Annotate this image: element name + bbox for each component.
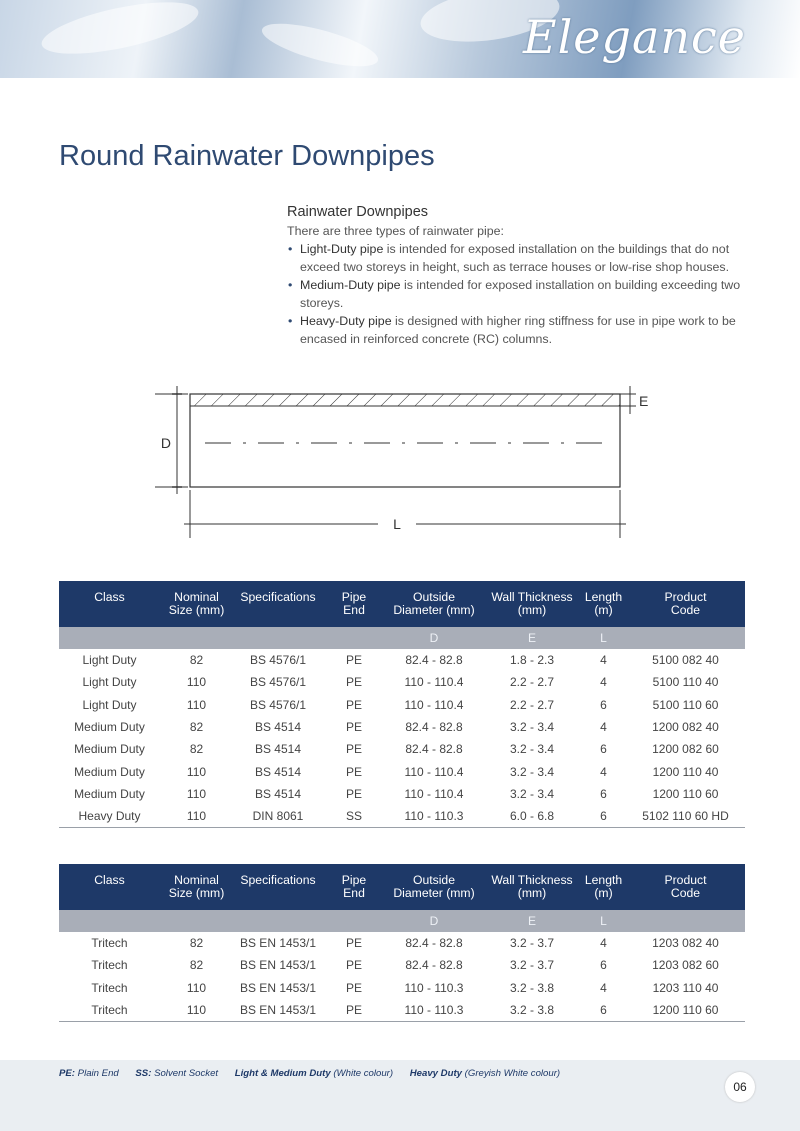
tritech-spec-table bbox=[59, 864, 745, 1022]
table-cell: Medium Duty bbox=[74, 742, 145, 757]
list-item bbox=[300, 240, 747, 276]
table-cell: 4 bbox=[600, 653, 607, 668]
table-cell: 1200 110 40 bbox=[652, 764, 719, 779]
table-cell: 1200 082 40 bbox=[652, 720, 719, 735]
table-cell: Medium Duty bbox=[74, 786, 145, 801]
legend-key-ss: SS: bbox=[135, 1068, 152, 1079]
table-cell: Tritech bbox=[91, 936, 128, 951]
abbreviation-legend bbox=[59, 1068, 560, 1079]
table-cell: 82 bbox=[189, 653, 204, 668]
table-row bbox=[59, 738, 745, 760]
col-header-wall-thickness: Wall Thickness (mm) bbox=[483, 581, 581, 627]
table-row bbox=[59, 977, 745, 999]
table-cell: 6 bbox=[581, 805, 626, 828]
table-cell: 4 bbox=[600, 936, 607, 951]
table-cell: 110 bbox=[186, 697, 207, 712]
subheader-d: D bbox=[385, 910, 483, 932]
table-cell: 1.8 - 2.3 bbox=[509, 653, 555, 668]
table-cell: BS EN 1453/1 bbox=[239, 958, 317, 973]
table-cell: 6 bbox=[581, 999, 626, 1022]
table-row bbox=[59, 783, 745, 805]
table-cell: 82.4 - 82.8 bbox=[405, 720, 463, 735]
page-number: 06 bbox=[725, 1072, 755, 1102]
table-cell: 110 bbox=[186, 980, 207, 995]
table-cell: 82.4 - 82.8 bbox=[405, 742, 463, 757]
col-header-wall-thickness: Wall Thickness (mm) bbox=[483, 864, 581, 910]
label-l: L bbox=[393, 516, 401, 532]
table-cell: 4 bbox=[600, 675, 607, 690]
col-header-outside-diameter: Outside Diameter (mm) bbox=[385, 864, 483, 910]
subheader-l: L bbox=[581, 910, 626, 932]
table-cell: 5102 110 60 HD bbox=[626, 805, 745, 828]
col-header-specifications: Specifications bbox=[233, 581, 323, 627]
table-cell: 82.4 - 82.8 bbox=[405, 653, 463, 668]
legend-value-light-medium: (White colour) bbox=[330, 1068, 394, 1079]
subheader-l: L bbox=[581, 627, 626, 649]
table-cell: 5100 110 40 bbox=[652, 675, 719, 690]
table-cell: PE bbox=[345, 675, 362, 690]
table-cell: 3.2 - 3.4 bbox=[509, 786, 555, 801]
table-row bbox=[59, 999, 745, 1022]
table-row bbox=[59, 932, 745, 954]
table-cell: 110 - 110.4 bbox=[404, 697, 464, 712]
table-cell: 110 bbox=[160, 805, 233, 828]
table-cell: DIN 8061 bbox=[233, 805, 323, 828]
table-cell: PE bbox=[345, 653, 362, 668]
table-cell: 3.2 - 3.4 bbox=[509, 720, 555, 735]
label-e: E bbox=[639, 393, 649, 409]
table-cell: 6 bbox=[600, 742, 607, 757]
table-cell: 2.2 - 2.7 bbox=[509, 675, 555, 690]
bullet-term: Heavy-Duty pipe bbox=[300, 314, 392, 328]
table-cell: PE bbox=[345, 742, 362, 757]
table-cell: 82 bbox=[189, 958, 204, 973]
col-header-length: Length (m) bbox=[581, 864, 626, 910]
table-cell: Tritech bbox=[59, 999, 160, 1022]
table-cell: BS 4576/1 bbox=[249, 697, 307, 712]
table-cell: Light Duty bbox=[82, 675, 137, 690]
table-cell: 3.2 - 3.8 bbox=[509, 980, 555, 995]
table-cell: Heavy Duty bbox=[59, 805, 160, 828]
table-cell: 4 bbox=[600, 980, 607, 995]
table-header-row bbox=[59, 581, 745, 627]
table-cell: 110 - 110.3 bbox=[404, 980, 464, 995]
page-footer bbox=[0, 1060, 800, 1131]
table-cell: BS 4514 bbox=[254, 786, 302, 801]
legend-value-pe: Plain End bbox=[75, 1068, 119, 1079]
table-row bbox=[59, 671, 745, 693]
pipe-outline bbox=[190, 394, 620, 487]
subheader-e: E bbox=[483, 910, 581, 932]
table-cell: 6 bbox=[600, 786, 607, 801]
table-cell: 1200 110 60 bbox=[652, 786, 719, 801]
table-cell: 4 bbox=[600, 720, 607, 735]
table-row bbox=[59, 694, 745, 716]
legend-key-pe: PE: bbox=[59, 1068, 75, 1079]
list-item bbox=[300, 276, 747, 312]
table-cell: Tritech bbox=[91, 958, 128, 973]
table-cell: Medium Duty bbox=[74, 764, 145, 779]
downpipe-spec-table bbox=[59, 581, 745, 828]
table-cell: SS bbox=[323, 805, 385, 828]
length-dimension bbox=[184, 490, 626, 538]
table-cell: 1203 110 40 bbox=[652, 980, 719, 995]
table-cell: Medium Duty bbox=[74, 720, 145, 735]
table-cell: BS 4576/1 bbox=[249, 675, 307, 690]
table-cell: 110 - 110.4 bbox=[404, 786, 464, 801]
table-cell: 3.2 - 3.4 bbox=[509, 764, 555, 779]
subheader-e: E bbox=[483, 627, 581, 649]
col-header-class: Class bbox=[59, 864, 160, 910]
bullet-term: Light-Duty pipe bbox=[300, 242, 384, 256]
table-cell: 4 bbox=[600, 764, 607, 779]
col-header-nominal-size: Nominal Size (mm) bbox=[160, 864, 233, 910]
table-cell: 110 bbox=[186, 786, 207, 801]
legend-value-heavy: (Greyish White colour) bbox=[462, 1068, 561, 1079]
subheader-d: D bbox=[385, 627, 483, 649]
col-header-pipe-end: Pipe End bbox=[323, 581, 385, 627]
col-header-product-code: Product Code bbox=[626, 864, 745, 910]
table-cell: 5100 110 60 bbox=[652, 697, 719, 712]
table-cell: 110 bbox=[160, 999, 233, 1022]
table-row bbox=[59, 760, 745, 782]
pipe-type-list bbox=[287, 240, 747, 348]
table-cell: BS 4514 bbox=[254, 720, 302, 735]
table-cell: BS 4514 bbox=[254, 742, 302, 757]
table-cell: 82 bbox=[189, 742, 204, 757]
bullet-text: is designed with higher ring stiffness for use in pipe work to be encased in reinforced concrete (RC) columns. bbox=[300, 314, 736, 346]
table-cell: 110 - 110.4 bbox=[404, 675, 464, 690]
table-cell: 110 - 110.3 bbox=[385, 999, 483, 1022]
table-cell: 1203 082 40 bbox=[652, 936, 719, 951]
col-header-class: Class bbox=[59, 581, 160, 627]
table-cell: BS 4576/1 bbox=[249, 653, 307, 668]
list-item bbox=[300, 312, 747, 348]
table-cell: 3.2 - 3.8 bbox=[483, 999, 581, 1022]
intro-heading: Rainwater Downpipes bbox=[287, 204, 429, 220]
bullet-text: is intended for exposed installation on the buildings that do not exceed two storeys in height, such as terrace houses or low-rise shop houses. bbox=[300, 242, 730, 274]
col-header-product-code: Product Code bbox=[626, 581, 745, 627]
table-cell: PE bbox=[345, 697, 362, 712]
table-cell: Light Duty bbox=[82, 653, 137, 668]
table-cell: 110 bbox=[186, 764, 207, 779]
table-cell: 6.0 - 6.8 bbox=[483, 805, 581, 828]
table-cell: 82.4 - 82.8 bbox=[405, 936, 463, 951]
col-header-nominal-size: Nominal Size (mm) bbox=[160, 581, 233, 627]
pipe-dimension-diagram bbox=[150, 382, 670, 547]
table-cell: 110 - 110.4 bbox=[404, 764, 464, 779]
label-d: D bbox=[160, 435, 171, 451]
table-subheader-row bbox=[59, 910, 745, 932]
table-cell: PE bbox=[345, 720, 362, 735]
water-splash-decoration bbox=[258, 15, 382, 75]
water-splash-decoration bbox=[38, 0, 203, 64]
diameter-dimension bbox=[155, 386, 188, 494]
page-title: Round Rainwater Downpipes bbox=[59, 140, 435, 172]
bullet-text: is intended for exposed installation on building exceeding two storeys. bbox=[300, 278, 741, 310]
table-cell: 82.4 - 82.8 bbox=[405, 958, 463, 973]
table-cell: 6 bbox=[600, 958, 607, 973]
table-cell: 110 bbox=[186, 675, 207, 690]
table-cell: BS EN 1453/1 bbox=[239, 936, 317, 951]
table-cell: PE bbox=[345, 786, 362, 801]
table-row bbox=[59, 805, 745, 828]
table-cell: 1203 082 60 bbox=[652, 958, 719, 973]
table-header-row bbox=[59, 864, 745, 910]
intro-section bbox=[287, 203, 747, 348]
table-cell: 5100 082 40 bbox=[652, 653, 719, 668]
table-cell: 82 bbox=[189, 936, 204, 951]
col-header-pipe-end: Pipe End bbox=[323, 864, 385, 910]
legend-value-ss: Solvent Socket bbox=[151, 1068, 219, 1079]
table-cell: PE bbox=[323, 999, 385, 1022]
intro-lead: There are three types of rainwater pipe: bbox=[287, 224, 504, 238]
table-cell: BS EN 1453/1 bbox=[233, 999, 323, 1022]
table-subheader-row bbox=[59, 627, 745, 649]
legend-key-heavy: Heavy Duty bbox=[409, 1068, 462, 1079]
wall-thickness-dimension bbox=[620, 386, 648, 414]
col-header-outside-diameter: Outside Diameter (mm) bbox=[385, 581, 483, 627]
table-cell: 3.2 - 3.4 bbox=[509, 742, 555, 757]
table-cell: Tritech bbox=[91, 980, 128, 995]
col-header-specifications: Specifications bbox=[233, 864, 323, 910]
table-cell: PE bbox=[345, 980, 362, 995]
table-cell: 3.2 - 3.7 bbox=[509, 936, 555, 951]
header-banner bbox=[0, 0, 800, 78]
table-cell: PE bbox=[345, 936, 362, 951]
table-cell: 6 bbox=[600, 697, 607, 712]
table-cell: PE bbox=[345, 764, 362, 779]
table-cell: 3.2 - 3.7 bbox=[509, 958, 555, 973]
table-cell: 1200 082 60 bbox=[652, 742, 719, 757]
table-cell: 1200 110 60 bbox=[626, 999, 745, 1022]
table-row bbox=[59, 649, 745, 671]
table-cell: BS EN 1453/1 bbox=[239, 980, 317, 995]
legend-key-light-medium: Light & Medium Duty bbox=[234, 1068, 331, 1079]
table-cell: Light Duty bbox=[82, 697, 137, 712]
table-cell: 82 bbox=[189, 720, 204, 735]
bullet-term: Medium-Duty pipe bbox=[300, 278, 401, 292]
col-header-length: Length (m) bbox=[581, 581, 626, 627]
table-row bbox=[59, 954, 745, 976]
table-cell: 2.2 - 2.7 bbox=[509, 697, 555, 712]
table-cell: PE bbox=[345, 958, 362, 973]
brand-logo: Elegance bbox=[523, 10, 746, 64]
table-row bbox=[59, 716, 745, 738]
table-cell: 110 - 110.3 bbox=[385, 805, 483, 828]
table-cell: BS 4514 bbox=[254, 764, 302, 779]
